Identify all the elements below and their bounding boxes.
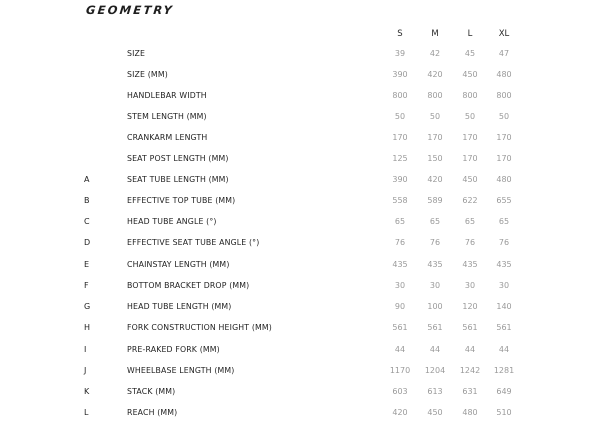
value-m: 420 — [427, 175, 443, 184]
value-xl: 480 — [496, 70, 512, 79]
value-s: 390 — [392, 70, 408, 79]
value-m: 170 — [427, 133, 443, 142]
value-m: 150 — [427, 154, 443, 163]
value-l: 44 — [464, 345, 476, 354]
row-label: SEAT TUBE LENGTH (MM) — [127, 175, 229, 184]
value-l: 170 — [462, 154, 478, 163]
value-m: 76 — [429, 238, 441, 247]
row-label: SIZE — [127, 49, 146, 58]
row-letter: K — [84, 387, 90, 396]
row-label: CRANKARM LENGTH — [127, 133, 208, 142]
row-label: PRE-RAKED FORK (MM) — [127, 345, 220, 354]
row-label: SEAT POST LENGTH (MM) — [127, 154, 229, 163]
row-label: SIZE (MM) — [127, 70, 168, 79]
value-s: 170 — [392, 133, 408, 142]
row-letter: J — [84, 366, 87, 375]
value-xl: 649 — [496, 387, 512, 396]
table-row — [0, 89, 600, 103]
table-row — [0, 236, 600, 250]
table-row — [0, 131, 600, 145]
value-s: 39 — [394, 49, 406, 58]
value-s: 561 — [392, 323, 408, 332]
value-l: 450 — [462, 70, 478, 79]
table-row — [0, 258, 600, 272]
row-letter: E — [84, 260, 90, 269]
table-row — [0, 364, 600, 378]
row-label: HEAD TUBE ANGLE (°) — [127, 217, 217, 226]
value-m: 65 — [429, 217, 441, 226]
row-letter: A — [84, 175, 90, 184]
value-xl: 510 — [496, 408, 512, 417]
value-s: 390 — [392, 175, 408, 184]
row-label: REACH (MM) — [127, 408, 178, 417]
row-label: HANDLEBAR WIDTH — [127, 91, 207, 100]
value-xl: 170 — [496, 154, 512, 163]
row-letter: H — [84, 323, 91, 332]
value-s: 125 — [392, 154, 408, 163]
table-row — [0, 173, 600, 187]
value-xl: 1281 — [493, 366, 515, 375]
value-xl: 561 — [496, 323, 512, 332]
value-l: 480 — [462, 408, 478, 417]
value-l: 450 — [462, 175, 478, 184]
value-s: 800 — [392, 91, 408, 100]
value-m: 42 — [429, 49, 441, 58]
table-row — [0, 194, 600, 208]
row-letter: F — [84, 281, 89, 290]
table-row — [0, 68, 600, 82]
value-xl: 170 — [496, 133, 512, 142]
value-xl: 435 — [496, 260, 512, 269]
value-s: 420 — [392, 408, 408, 417]
value-s: 76 — [394, 238, 406, 247]
value-m: 1204 — [424, 366, 446, 375]
table-row — [0, 406, 600, 420]
row-label: STEM LENGTH (MM) — [127, 112, 207, 121]
value-s: 90 — [394, 302, 406, 311]
row-label: EFFECTIVE TOP TUBE (MM) — [127, 196, 236, 205]
row-letter: B — [84, 196, 90, 205]
row-label: STACK (MM) — [127, 387, 176, 396]
value-l: 65 — [464, 217, 476, 226]
size-header-xl: XL — [498, 29, 510, 39]
value-xl: 76 — [498, 238, 510, 247]
value-s: 30 — [394, 281, 406, 290]
value-m: 420 — [427, 70, 443, 79]
value-l: 435 — [462, 260, 478, 269]
value-s: 65 — [394, 217, 406, 226]
row-label: FORK CONSTRUCTION HEIGHT (MM) — [127, 323, 272, 332]
value-s: 435 — [392, 260, 408, 269]
table-row — [0, 152, 600, 166]
value-xl: 480 — [496, 175, 512, 184]
value-m: 44 — [429, 345, 441, 354]
row-label: HEAD TUBE LENGTH (MM) — [127, 302, 232, 311]
size-header-s: S — [397, 29, 403, 39]
row-letter: L — [84, 408, 89, 417]
row-label: CHAINSTAY LENGTH (MM) — [127, 260, 230, 269]
row-letter: D — [84, 238, 91, 247]
value-l: 800 — [462, 91, 478, 100]
value-l: 45 — [464, 49, 476, 58]
value-xl: 30 — [498, 281, 510, 290]
value-m: 50 — [429, 112, 441, 121]
value-l: 50 — [464, 112, 476, 121]
table-row — [0, 110, 600, 124]
row-letter: C — [84, 217, 90, 226]
table-row — [0, 215, 600, 229]
value-m: 450 — [427, 408, 443, 417]
value-l: 76 — [464, 238, 476, 247]
table-row — [0, 321, 600, 335]
value-l: 631 — [462, 387, 478, 396]
value-l: 170 — [462, 133, 478, 142]
value-m: 800 — [427, 91, 443, 100]
row-label: EFFECTIVE SEAT TUBE ANGLE (°) — [127, 238, 260, 247]
value-xl: 50 — [498, 112, 510, 121]
value-m: 435 — [427, 260, 443, 269]
value-xl: 47 — [498, 49, 510, 58]
value-s: 1170 — [389, 366, 411, 375]
value-xl: 655 — [496, 196, 512, 205]
value-xl: 65 — [498, 217, 510, 226]
table-row — [0, 47, 600, 61]
value-m: 100 — [427, 302, 443, 311]
value-s: 603 — [392, 387, 408, 396]
value-xl: 800 — [496, 91, 512, 100]
value-l: 561 — [462, 323, 478, 332]
value-xl: 140 — [496, 302, 512, 311]
row-letter: I — [84, 345, 87, 354]
value-l: 120 — [462, 302, 478, 311]
value-m: 30 — [429, 281, 441, 290]
size-header-row — [0, 27, 600, 41]
value-l: 30 — [464, 281, 476, 290]
table-row — [0, 385, 600, 399]
table-row — [0, 300, 600, 314]
value-s: 50 — [394, 112, 406, 121]
row-letter: G — [84, 302, 91, 311]
row-label: BOTTOM BRACKET DROP (MM) — [127, 281, 250, 290]
size-header-m: M — [431, 29, 439, 39]
value-m: 613 — [427, 387, 443, 396]
value-xl: 44 — [498, 345, 510, 354]
value-s: 44 — [394, 345, 406, 354]
value-m: 561 — [427, 323, 443, 332]
size-header-l: L — [467, 29, 473, 39]
value-l: 1242 — [459, 366, 481, 375]
table-row — [0, 343, 600, 357]
page-title: GEOMETRY — [85, 3, 175, 17]
value-m: 589 — [427, 196, 443, 205]
value-s: 558 — [392, 196, 408, 205]
value-l: 622 — [462, 196, 478, 205]
row-label: WHEELBASE LENGTH (MM) — [127, 366, 235, 375]
table-row — [0, 279, 600, 293]
